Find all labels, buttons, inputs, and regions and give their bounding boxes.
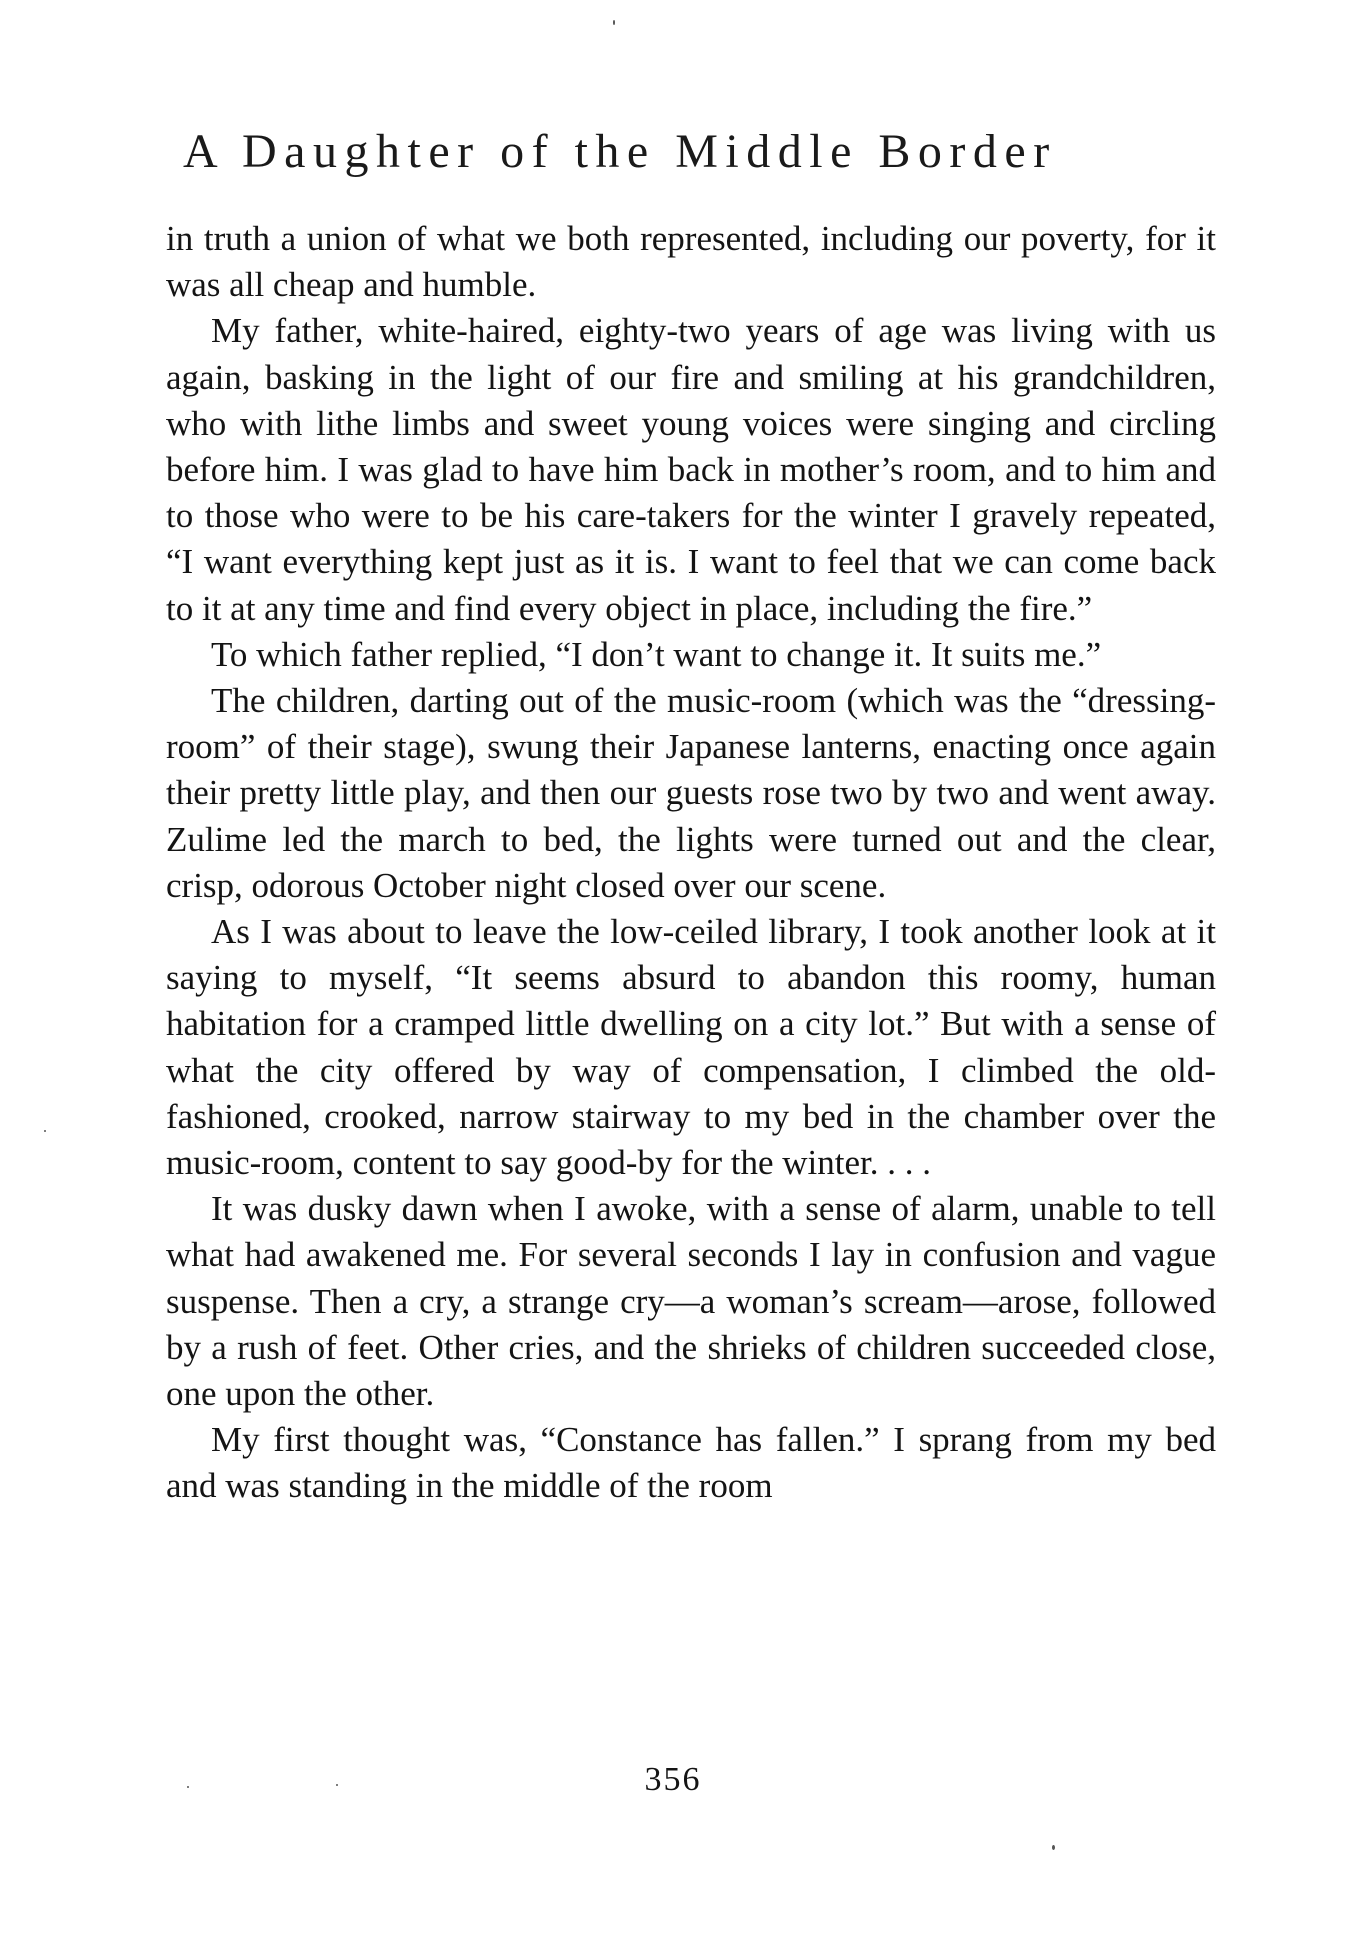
scan-speck xyxy=(1052,1845,1055,1850)
paragraph-dawn-alarm: It was dusky dawn when I awoke, with a sense of alarm, unable to tell what had awakened me. For several seconds I lay in confusion and vague suspense. Then a cry, a strange cry—a woman’s scream—arose, followed by a rush of feet. Other cries, and the shrieks of children succeeded close, one upon the other. xyxy=(166,1189,1216,1414)
page-number: 356 xyxy=(644,1761,702,1798)
paragraph-library: As I was about to leave the low-ceiled library, I took another look at it saying to myself, “It seems absurd to abandon this roomy, human habitation for a cramped little dwelling on a city lot.” But with a sense of what the city offered by way of compensation, I climbed the old-fashioned, crooked, narrow stairway to my bed in the chamber over the music-room, content to say good-by for the winter. . . . xyxy=(166,912,1216,1183)
scan-speck xyxy=(44,1130,46,1132)
scan-speck xyxy=(336,1784,338,1786)
running-title: A Daughter of the Middle Border xyxy=(183,125,1057,178)
paragraph-first-thought: My first thought was, “Constance has fallen.” I sprang from my bed and was standing in the middle of the room xyxy=(166,1420,1216,1506)
paragraph-father-returns: My father, white-haired, eighty-two years of age was living with us again, basking in the light of our fire and smiling at his grandchildren, who with lithe limbs and sweet young voices were singing and circling before him. I was glad to have him back in mother’s room, and to him and to those who were to be his care-takers for the winter I gravely repeated, “I want everything kept just as it is. I want to feel that we can come back to it at any time and find every object in place, including the fire.” xyxy=(166,311,1216,628)
scan-speck xyxy=(187,1786,189,1788)
scan-speck xyxy=(613,20,615,25)
paragraph-continued: in truth a union of what we both represented, including our poverty, for it was all cheap and humble. xyxy=(166,219,1216,305)
paragraph-children-play: The children, darting out of the music-room (which was the “dressing-room” of their stage), swung their Japanese lanterns, enacting once again their pretty little play, and then our guests rose two by two and went away. Zulime led the march to bed, the lights were turned out and the clear, crisp, odorous October night closed over our scene. xyxy=(166,681,1216,905)
page-body-text xyxy=(166,216,1216,1510)
paragraph-father-reply: To which father replied, “I don’t want to change it. It suits me.” xyxy=(211,634,1102,674)
